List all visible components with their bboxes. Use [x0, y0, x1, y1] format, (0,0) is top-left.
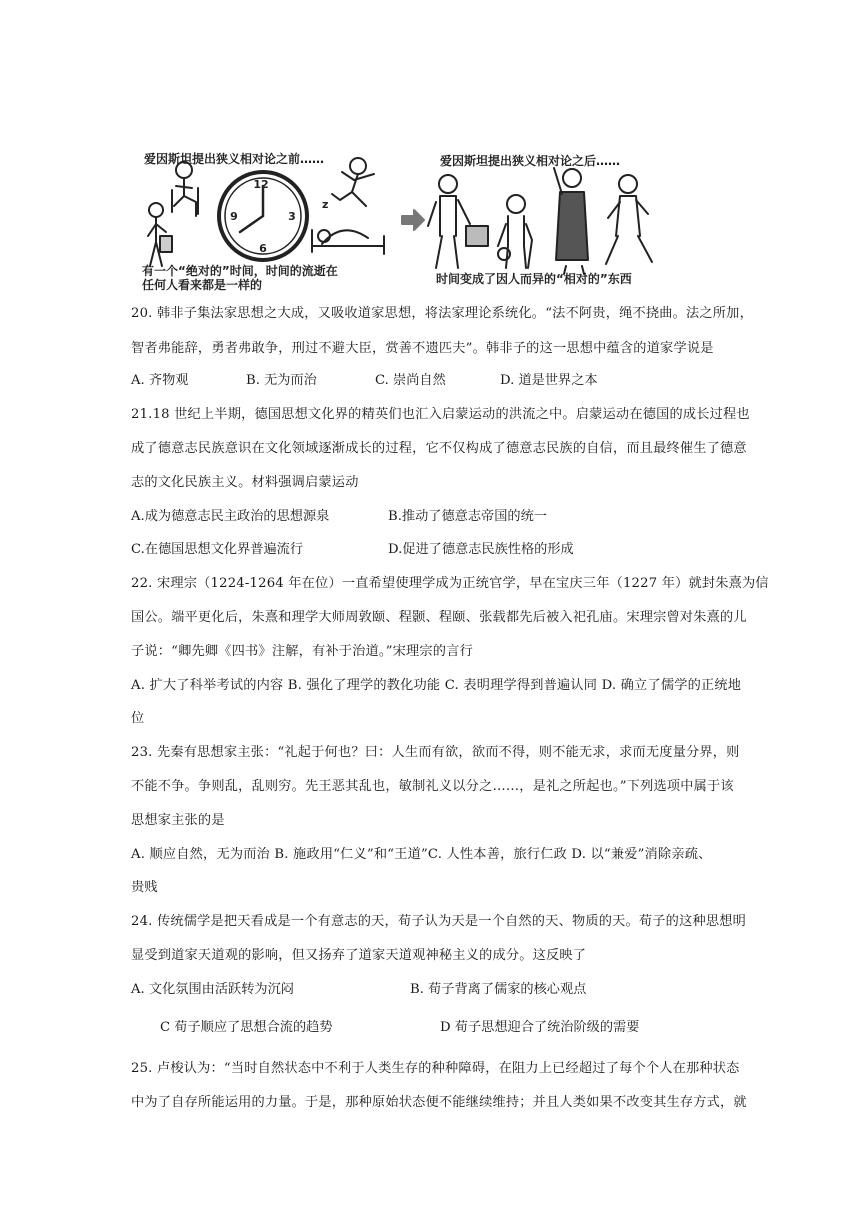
- q23-options-line: A. 顺应自然，无为而治 B. 施政用“仁义”和“王道”C. 人性本善，旅行仁政 D. 以“兼爱”消除亲疏、: [131, 847, 712, 862]
- sitting-child-figure: [172, 162, 198, 216]
- q20-option-c: C. 崇尚自然: [375, 373, 446, 388]
- q25-line-1: 25. 卢梭认为：“当时自然状态中不利于人类生存的种种障碍，在阻力上已经超过了每个个人在那种状态: [131, 1061, 740, 1076]
- q21-option-c: C.在德国思想文化界普遍流行: [131, 542, 304, 557]
- q23-line-2: 不能不争。争则乱，乱则穷。先王恶其乱也，敏制礼义以分之……，是礼之所起也。”下列选项中属于该: [131, 779, 734, 794]
- arrow-icon: [402, 210, 424, 230]
- caption-bottom-left-2: 任何人看来都是一样的: [142, 278, 263, 292]
- q25-line-2: 中为了自存所能运用的力量。于是，那种原始状态便不能继续维持；并且人类如果不改变其生存方式，就: [131, 1095, 747, 1110]
- q20-option-b: B. 无为而治: [246, 373, 317, 388]
- q20-line-1: 20. 韩非子集法家思想之大成，又吸收道家思想，将法家理论系统化。“法不阿贵，绳不挠曲。法之所加，: [131, 306, 753, 321]
- standing-child-figure: [148, 203, 172, 266]
- q24-line-1: 24. 传统儒学是把天看成是一个有意志的天，荀子认为天是一个自然的天、物质的天。荀子的这种思想明: [131, 914, 747, 929]
- caption-before: 爱因斯坦提出狭义相对论之前……: [144, 152, 325, 166]
- q20-option-d: D. 道是世界之本: [500, 373, 598, 388]
- q21-option-d: D.促进了德意志民族性格的形成: [388, 542, 574, 557]
- q21-line-2: 成了德意志民族意识在文化领域逐渐成长的过程，它不仅构成了德意志民族的自信，而且最终催生了德意: [131, 441, 747, 456]
- q22-line-1: 22. 宋理宗（1224-1264 年在位）一直希望使理学成为正统官学，早在宝庆三年（1227 年）就封朱熹为信: [131, 576, 769, 591]
- jumping-figure: [332, 158, 374, 206]
- q24-option-a: A. 文化氛围由活跃转为沉闷: [131, 982, 294, 997]
- q21-option-b: B.推动了德意志帝国的统一: [388, 509, 547, 524]
- q24-option-d: D 荀子思想迎合了统治阶级的需要: [440, 1020, 640, 1035]
- caption-after: 爱因斯坦提出狭义相对论之后……: [440, 154, 621, 168]
- clock-number-6: 6: [259, 242, 267, 255]
- q24-option-c: C 荀子顺应了思想合流的趋势: [160, 1020, 333, 1035]
- clock-number-12: 12: [253, 178, 269, 191]
- q22-options-line: A. 扩大了科举考试的内容 B. 强化了理学的教化功能 C. 表明理学得到普遍认同 D. 确立了儒学的正统地: [131, 678, 742, 693]
- q24-line-2: 显受到道家天道观的影响，但又扬弃了道家天道观神秘主义的成分。这反映了: [131, 948, 587, 963]
- man-with-briefcase-figure: [428, 175, 488, 268]
- man-in-coat-figure: [554, 168, 588, 274]
- q20-option-a: A. 齐物观: [131, 373, 189, 388]
- clock-number-3: 3: [288, 210, 296, 223]
- q22-line-3: 子说：“卿先卿《四书》注解，有补于治道。”宋理宗的言行: [131, 644, 473, 659]
- cartoon-illustration: [136, 128, 722, 292]
- q23-line-3: 思想家主张的是: [131, 813, 225, 828]
- caption-bottom-right: 时间变成了因人而异的“相对的”东西: [436, 272, 632, 286]
- q22-options-line-2: 位: [131, 711, 145, 726]
- q22-line-2: 国公。端平更化后，朱熹和理学大师周敦颐、程颢、程颐、张载都先后被入祀孔庙。宋理宗曾对朱熹的儿: [131, 610, 747, 625]
- q23-line-1: 23. 先秦有思想家主张：“礼起于何也？曰：人生而有欲，欲而不得，则不能无求，求而无度量分界，则: [131, 745, 740, 760]
- clock-number-9: 9: [230, 210, 238, 223]
- q21-line-1: 21.18 世纪上半期，德国思想文化界的精英们也汇入启蒙运动的洪流之中。启蒙运动在德国的成长过程也: [131, 407, 750, 422]
- sleep-mark: z: [322, 198, 329, 211]
- q23-options-line-2: 贵贱: [131, 880, 158, 895]
- old-man-figure: [498, 195, 532, 268]
- q21-option-a: A.成为德意志民主政治的思想源泉: [131, 509, 330, 524]
- q21-line-3: 志的文化民族主义。材料强调启蒙运动: [131, 475, 359, 490]
- caption-bottom-left-1: 有一个“绝对的”时间，时间的流逝在: [142, 264, 338, 278]
- walking-man-figure: [606, 175, 652, 264]
- sleeping-figure: [312, 230, 384, 254]
- q20-line-2: 智者弗能辞，勇者弗敢争，刑过不避大臣，赏善不遗匹夫”。韩非子的这一思想中蕴含的道家学说是: [131, 341, 714, 356]
- q24-option-b: B. 荀子背离了儒家的核心观点: [410, 982, 587, 997]
